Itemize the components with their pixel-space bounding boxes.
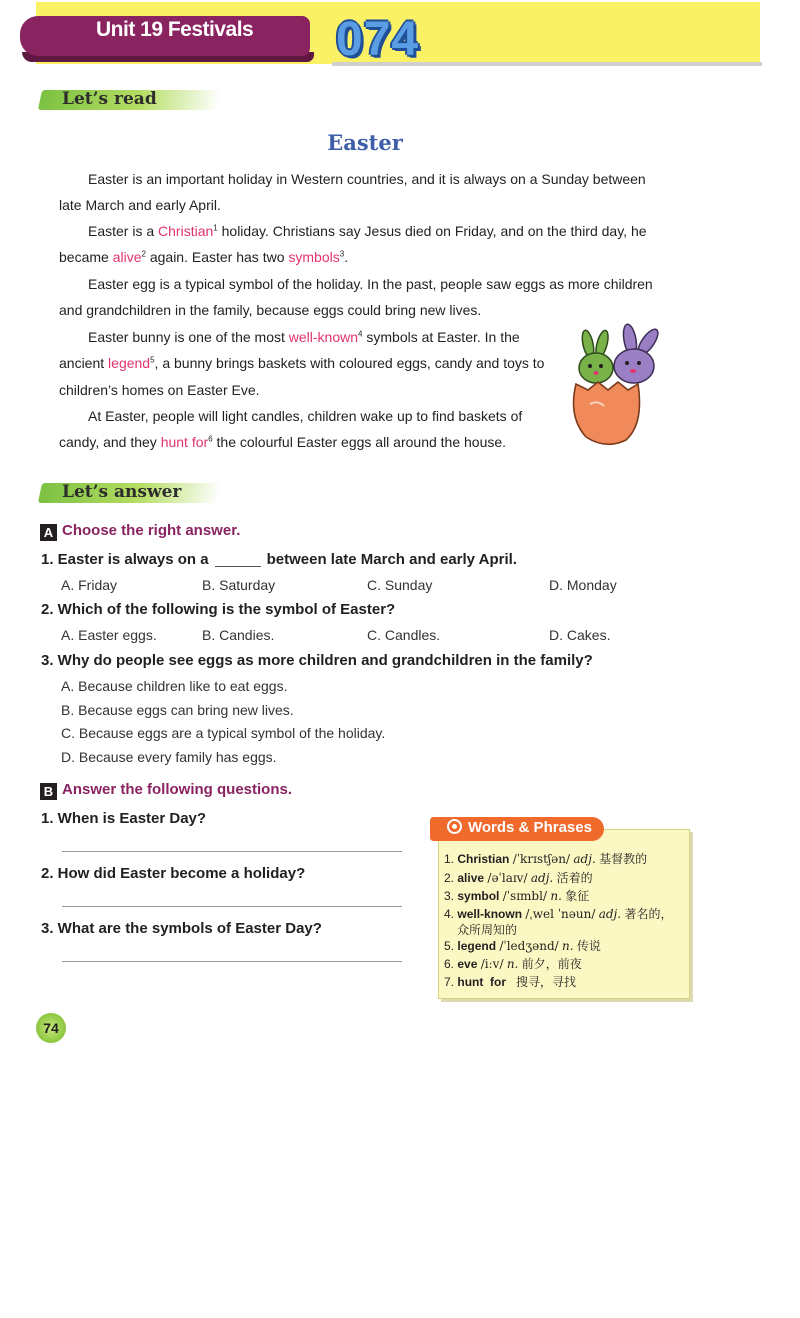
section-a-badge: A (40, 524, 57, 541)
word-item-5 (444, 937, 601, 954)
word-phonetic: /əˈlaɪv/ (487, 871, 528, 885)
text: the colourful Easter eggs all around the house. (212, 434, 507, 451)
vocab-well-known: well-known (288, 329, 359, 345)
option-a3-c[interactable]: C. Because eggs are a typical symbol of the holiday. (61, 725, 386, 741)
section-a-heading (40, 522, 240, 541)
vocab-legend: legend (108, 355, 151, 372)
answer-line-b3[interactable] (62, 961, 402, 962)
word-pos: adj. (598, 907, 622, 921)
target-circle-icon (447, 819, 462, 834)
option-a1-c[interactable]: C. Sunday (367, 577, 433, 593)
word-num: 4. (444, 907, 455, 921)
word-term: eve (457, 957, 478, 971)
question-a2: 2. Which of the following is the symbol of Easter? (41, 601, 396, 618)
text: At Easter, people will light candles, children wake up to find baskets of candy, and they (59, 408, 523, 451)
question-b2: 2. How did Easter become a holiday? (41, 865, 306, 882)
option-a1-a[interactable]: A. Friday (61, 577, 118, 593)
word-item-7 (444, 973, 576, 990)
words-title-text: Words & Phrases (468, 819, 592, 836)
option-a1-d[interactable]: D. Monday (549, 577, 617, 593)
question-b1: 1. When is Easter Day? (41, 810, 207, 827)
word-pos: n. (550, 889, 562, 903)
footnote-6: 6 (208, 434, 213, 444)
word-term: Christian (457, 852, 510, 866)
text: symbols at Easter. In the ancient (59, 329, 520, 372)
option-a1-b[interactable]: B. Saturday (202, 577, 276, 593)
word-pos: n. (506, 957, 519, 971)
word-meaning: 搜寻，寻找 (516, 975, 577, 989)
word-phonetic: /iːv/ (480, 957, 504, 971)
word-pos: adj. (573, 852, 596, 866)
text: Easter bunny is one of the most (88, 329, 289, 345)
word-item-4 (444, 905, 672, 922)
section-b-badge: B (40, 783, 57, 800)
word-phonetic: /ˌwel ˈnəun/ (525, 907, 596, 921)
text: , a bunny brings baskets with coloured eggs, candy and toys to children’s homes on Easter Eve. (59, 355, 545, 398)
footnote-5: 5 (150, 355, 155, 365)
word-term: legend (457, 939, 497, 953)
story-paragraph-5 (59, 403, 559, 456)
target-center (452, 824, 457, 829)
word-num: 7. (444, 975, 455, 989)
section-b-title: Answer the following questions. (62, 781, 293, 798)
word-item-2 (444, 869, 593, 886)
word-item-4-cont: 众所周知的 (457, 923, 518, 937)
page-number: 74 (36, 1013, 66, 1043)
footnote-2: 2 (141, 249, 146, 259)
question-text: 1. Easter is always on a (41, 551, 209, 568)
vocab-alive: alive (112, 249, 142, 266)
question-a3: 3. Why do people see eggs as more children and grandchildren in the family? (41, 652, 593, 669)
option-a2-c[interactable]: C. Candles. (367, 627, 441, 643)
word-num: 2. (444, 871, 455, 885)
section-a-title: Choose the right answer. (62, 522, 241, 539)
story-paragraph-3: Easter egg is a typical symbol of the holiday. In the past, people saw eggs as more children and grandchildren in the family, because eggs could bring new lives. (59, 276, 653, 319)
question-text: between late March and early April. (266, 551, 517, 568)
word-phonetic: /ˈsɪmbl/ (502, 889, 547, 903)
question-b3: 3. What are the symbols of Easter Day? (41, 920, 322, 937)
vocab-symbols: symbols (288, 249, 340, 266)
text: holiday. Christians say Jesus died on Friday, and on the third day, he became (59, 223, 647, 266)
words-phrases-title (447, 819, 592, 836)
word-meaning: 基督教的 (599, 852, 648, 866)
text: again. Easter has two (145, 249, 289, 266)
answer-section-label: Let’s answer (62, 482, 182, 502)
option-a3-b[interactable]: B. Because eggs can bring new lives. (61, 702, 294, 718)
story-paragraph-2 (59, 218, 671, 271)
footnote-4: 4 (358, 329, 363, 339)
word-item-6 (444, 955, 582, 972)
text: . (344, 249, 349, 266)
word-meaning: 前夕，前夜 (521, 957, 582, 971)
story-title: Easter (327, 130, 403, 155)
vocab-hunt-for: hunt for (160, 434, 209, 451)
read-section-tag (40, 90, 230, 112)
read-section-label: Let’s read (62, 89, 157, 109)
word-meaning: 象征 (565, 889, 590, 903)
word-pos: n. (562, 939, 574, 953)
answer-blank[interactable] (215, 552, 261, 567)
story-paragraph-1: Easter is an important holiday in Western countries, and it is always on a Sunday between late March and early April. (59, 171, 646, 214)
word-num: 5. (444, 939, 455, 953)
word-meaning: 传说 (576, 939, 601, 953)
word-term: alive (457, 871, 485, 885)
question-a1 (41, 551, 517, 568)
answer-line-b1[interactable] (62, 851, 402, 852)
text: Easter is a (88, 223, 159, 239)
unit-title: Unit 19 Festivals (96, 18, 254, 41)
word-phonetic: /ˈkrɪstʃən/ (512, 852, 571, 866)
easter-bunnies-egg-illustration (568, 322, 672, 450)
word-phonetic: /ˈledʒənd/ (499, 939, 559, 953)
vocab-christian: Christian (158, 223, 214, 239)
word-term: hunt for (457, 975, 507, 989)
word-num: 1. (444, 852, 455, 866)
answer-section-tag (40, 483, 230, 505)
page-code: 074 (336, 13, 420, 66)
option-a2-b[interactable]: B. Candies. (202, 627, 275, 643)
footnote-1: 1 (213, 223, 218, 233)
word-item-3 (444, 887, 589, 904)
option-a3-d[interactable]: D. Because every family has eggs. (61, 749, 277, 765)
option-a2-d[interactable]: D. Cakes. (549, 627, 611, 643)
story-paragraph-4 (59, 324, 559, 403)
word-num: 3. (444, 889, 455, 903)
option-a2-a[interactable]: A. Easter eggs. (61, 627, 157, 643)
section-b-heading (40, 781, 292, 800)
answer-line-b2[interactable] (62, 906, 402, 907)
word-term: well-known (457, 907, 523, 921)
word-num: 6. (444, 957, 455, 971)
word-pos: adj. (530, 871, 554, 885)
word-item-1 (444, 850, 647, 867)
word-term: symbol (457, 889, 500, 903)
word-meaning: 著名的， (624, 907, 673, 921)
word-meaning: 活着的 (556, 871, 593, 885)
option-a3-a[interactable]: A. Because children like to eat eggs. (61, 678, 288, 694)
footnote-3: 3 (339, 249, 345, 259)
